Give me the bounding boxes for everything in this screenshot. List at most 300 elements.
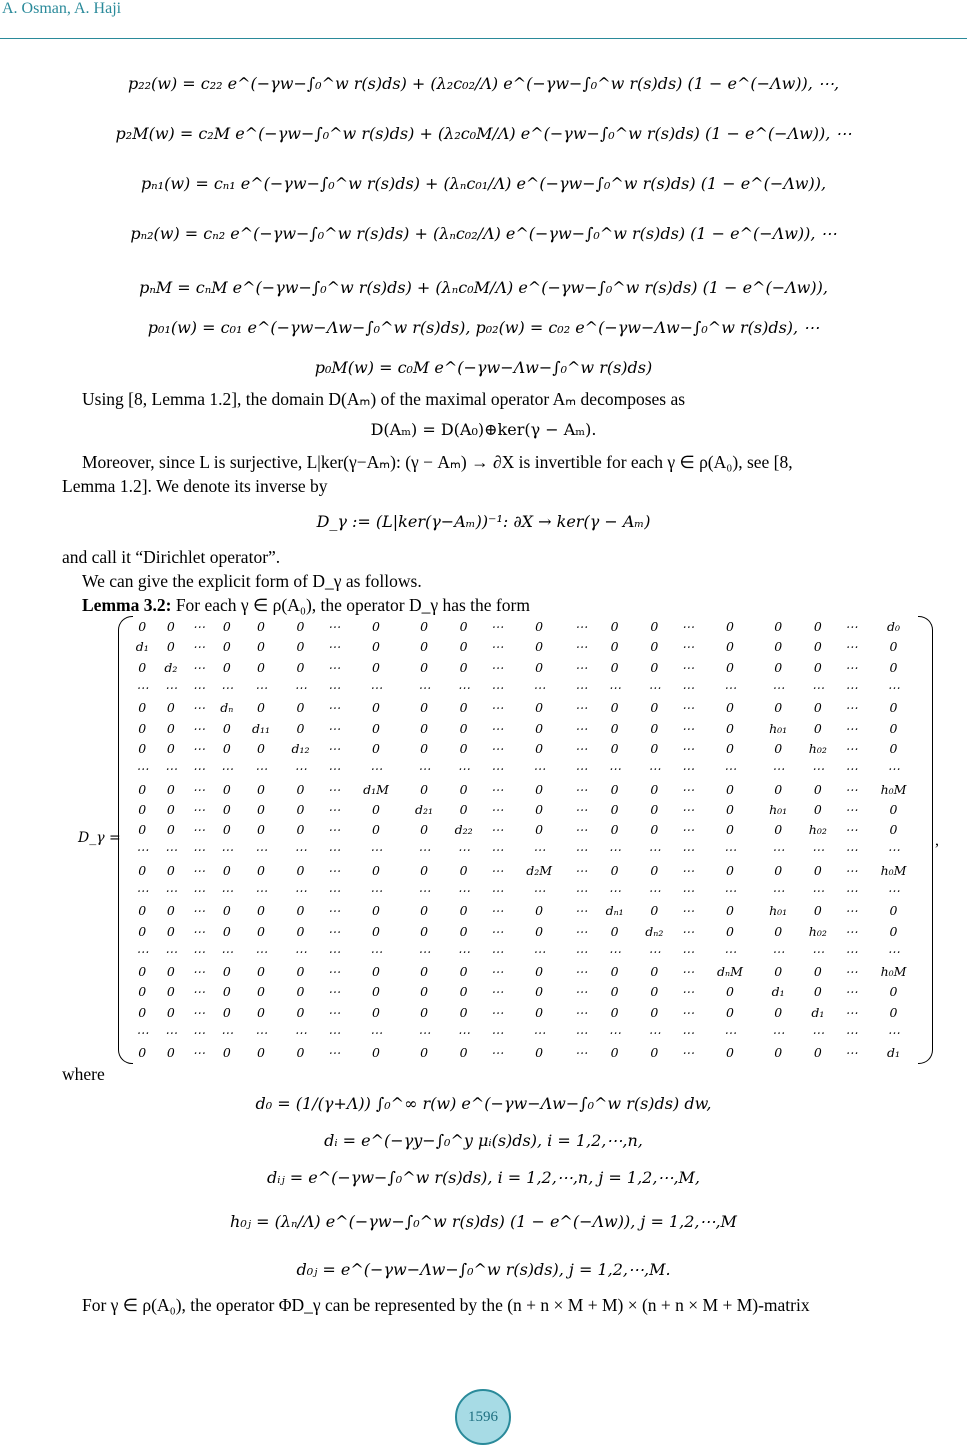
matrix-cell: 0: [535, 720, 544, 736]
matrix-cell: ⋯: [254, 883, 268, 898]
matrix-cell: ⋯: [532, 680, 546, 696]
matrix-cell: 0: [889, 1004, 898, 1020]
matrix-cell: ⋯: [192, 659, 206, 675]
matrix-cell: 0: [889, 720, 898, 736]
matrix-cell: 0: [256, 801, 265, 817]
matrix-cell: 0: [222, 720, 231, 736]
matrix-cell: ⋯: [845, 1025, 858, 1041]
matrix-cell: 0: [535, 619, 544, 635]
matrix-cell: 0: [138, 1004, 147, 1020]
matrix-cell: 0: [725, 1045, 734, 1061]
matrix-cell: 0: [420, 740, 429, 756]
matrix-cell: 0: [222, 923, 231, 939]
matrix-cell: 0: [535, 639, 544, 655]
matrix-cell: 0: [535, 984, 544, 1000]
matrix-cell: ⋯: [845, 761, 858, 777]
matrix-cell: 0: [420, 1045, 429, 1061]
matrix-cell: 0: [138, 781, 147, 797]
matrix-label: D_γ =: [78, 830, 121, 846]
matrix-cell: 0: [372, 639, 380, 655]
matrix-cell: 0: [256, 740, 265, 756]
matrix-cell: 0: [610, 700, 619, 716]
matrix-row: [128, 800, 922, 820]
matrix-cell: h₀₂: [808, 923, 827, 939]
matrix-cell: 0: [774, 781, 783, 797]
matrix-cell: ⋯: [220, 943, 234, 959]
matrix-cell: 0: [535, 740, 544, 756]
matrix-cell: ⋯: [457, 943, 470, 959]
matrix-cell: 0: [774, 1004, 783, 1020]
matrix-cell: 0: [650, 700, 659, 716]
matrix-cell: 0: [610, 801, 619, 817]
matrix-cell: d₁₂: [291, 740, 310, 756]
matrix-cell: ⋯: [490, 1045, 504, 1061]
matrix-cell: 0: [222, 1004, 231, 1020]
matrix-cell: 0: [725, 903, 734, 919]
matrix-cell: ⋯: [771, 680, 785, 696]
matrix-cell: ⋯: [192, 700, 206, 716]
matrix-cell: 0: [650, 659, 659, 675]
matrix-cell: 0: [459, 862, 468, 878]
matrix-cell: 0: [372, 1045, 380, 1061]
matrix-cell: ⋯: [608, 883, 621, 898]
matrix-cell: ⋯: [164, 761, 178, 777]
matrix-cell: 0: [813, 903, 822, 919]
matrix-cell: ⋯: [681, 761, 695, 777]
matrix-cell: ⋯: [327, 680, 341, 696]
matrix-cell: 0: [535, 964, 544, 980]
matrix-cell: ⋯: [369, 842, 383, 858]
matrix-cell: ⋯: [490, 801, 504, 817]
matrix-cell: 0: [296, 923, 305, 939]
matrix-cell: ⋯: [490, 862, 504, 878]
matrix-cell: 0: [372, 862, 380, 878]
matrix-cell: ⋯: [294, 1025, 307, 1041]
matrix-cell: d₁M: [363, 781, 389, 797]
matrix-cell: ⋯: [192, 923, 206, 939]
matrix-cell: 0: [372, 822, 380, 838]
matrix-cell: ⋯: [648, 680, 661, 696]
matrix-cell: ⋯: [532, 883, 546, 898]
matrix-cell: 0: [296, 700, 305, 716]
matrix-cell: 0: [650, 639, 659, 655]
matrix-cell: 0: [459, 700, 468, 716]
matrix-cell: 0: [459, 619, 468, 635]
matrix-cell: 0: [296, 903, 305, 919]
matrix-cell: 0: [222, 619, 231, 635]
matrix-row: [128, 881, 922, 901]
equation-pn1: pₙ₁(w) = cₙ₁ e^(−γw−∫₀^w r(s)ds) + (λₙc₀₁/Λ) e^(−γw−∫₀^w r(s)ds) (1 − e^(−Λw)),: [140, 174, 827, 193]
matrix-cell: 0: [610, 639, 619, 655]
matrix-cell: 0: [813, 619, 822, 635]
matrix-cell: ⋯: [490, 964, 504, 980]
matrix-cell: 0: [420, 923, 429, 939]
matrix-cell: 0: [459, 801, 468, 817]
matrix-cell: 0: [166, 1045, 175, 1061]
matrix-cell: ⋯: [648, 761, 661, 777]
matrix-cell: ⋯: [254, 680, 268, 696]
matrix-cell: ⋯: [532, 761, 546, 777]
matrix-cell: ⋯: [294, 943, 307, 959]
matrix-cell: 0: [372, 984, 380, 1000]
matrix-cell: ⋯: [369, 1025, 383, 1041]
header-author: A. Osman, A. Haji: [2, 0, 122, 17]
matrix-cell: ⋯: [681, 659, 695, 675]
matrix-cell: 0: [650, 984, 659, 1000]
matrix-cell: ⋯: [327, 740, 341, 756]
matrix-cell: 0: [166, 781, 175, 797]
matrix-cell: ⋯: [417, 1025, 431, 1041]
matrix-cell: 0: [610, 1004, 619, 1020]
matrix-cell: ⋯: [490, 659, 504, 675]
matrix-cell: ⋯: [136, 1025, 149, 1041]
matrix-cell: ⋯: [771, 1025, 785, 1041]
matrix-cell: ⋯: [681, 1045, 695, 1061]
matrix-cell: 0: [256, 619, 265, 635]
page-header: [0, 0, 967, 39]
matrix-cell: ⋯: [574, 1025, 588, 1041]
matrix-cell: 0: [296, 1045, 305, 1061]
matrix-cell: ⋯: [574, 781, 588, 797]
matrix-cell: 0: [256, 639, 265, 655]
matrix-cell: 0: [420, 822, 429, 838]
matrix-cell: ⋯: [608, 1025, 621, 1041]
matrix-cell: h₀₁: [769, 720, 788, 736]
matrix-cell: ⋯: [648, 1025, 661, 1041]
matrix-cell: ⋯: [327, 964, 341, 980]
matrix-cell: 0: [725, 822, 734, 838]
matrix-cell: d₂₂: [454, 822, 473, 838]
matrix-cell: 0: [813, 720, 822, 736]
equation-p22: p₂₂(w) = c₂₂ e^(−γw−∫₀^w r(s)ds) + (λ₂c₀₂/Λ) e^(−γw−∫₀^w r(s)ds) (1 − e^(−Λw)), ⋯,: [127, 74, 840, 93]
matrix-cell: ⋯: [811, 883, 825, 898]
matrix-cell: h₀M: [880, 862, 907, 878]
paragraph-surjective-line2: Lemma 1.2]. We denote its inverse by: [62, 476, 328, 496]
matrix-cell: 0: [813, 1045, 822, 1061]
matrix-cell: ⋯: [574, 1004, 588, 1020]
matrix-cell: ⋯: [574, 923, 588, 939]
matrix-cell: ⋯: [490, 984, 504, 1000]
matrix-cell: 0: [256, 903, 265, 919]
matrix-cell: 0: [296, 1004, 305, 1020]
matrix-cell: 0: [774, 619, 783, 635]
matrix-cell: 0: [535, 700, 544, 716]
matrix-cell: 0: [459, 1004, 468, 1020]
matrix-cell: ⋯: [845, 862, 858, 878]
matrix-cell: ⋯: [220, 680, 234, 696]
matrix-cell: 0: [774, 659, 783, 675]
matrix-cell: ⋯: [192, 781, 206, 797]
matrix-cell: 0: [166, 740, 175, 756]
matrix-cell: ⋯: [457, 842, 470, 858]
matrix-cell: 0: [222, 964, 231, 980]
matrix-cell: 0: [725, 740, 734, 756]
matrix-cell: 0: [296, 862, 305, 878]
matrix-cell: 0: [420, 984, 429, 1000]
matrix-row: [128, 779, 922, 799]
matrix-cell: 0: [725, 862, 734, 878]
matrix-cell: 0: [222, 801, 231, 817]
matrix-cell: ⋯: [254, 761, 268, 777]
matrix-cell: 0: [420, 781, 429, 797]
matrix-cell: ⋯: [192, 1004, 206, 1020]
matrix-cell: 0: [889, 740, 898, 756]
matrix-cell: 0: [774, 1045, 783, 1061]
matrix-cell: ⋯: [327, 984, 341, 1000]
matrix-cell: 0: [256, 862, 265, 878]
matrix-cell: ⋯: [574, 680, 588, 696]
matrix-cell: ⋯: [490, 923, 504, 939]
matrix-cell: ⋯: [327, 639, 341, 655]
matrix-cell: ⋯: [192, 639, 206, 655]
matrix-cell: ⋯: [887, 883, 900, 898]
matrix-cell: ⋯: [608, 943, 621, 959]
matrix-cell: ⋯: [574, 659, 588, 675]
matrix-cell: 0: [889, 984, 898, 1000]
matrix-cell: 0: [222, 740, 231, 756]
matrix-cell: ⋯: [681, 801, 695, 817]
matrix-cell: ⋯: [490, 761, 504, 777]
matrix-cell: ⋯: [532, 842, 546, 858]
matrix-cell: ⋯: [845, 659, 858, 675]
matrix-cell: ⋯: [327, 1025, 341, 1041]
matrix-cell: d₁: [887, 1045, 901, 1061]
matrix-cell: ⋯: [327, 781, 341, 797]
matrix-cell: ⋯: [327, 903, 341, 919]
matrix-cell: ⋯: [845, 700, 858, 716]
matrix-cell: ⋯: [887, 761, 900, 777]
matrix-cell: ⋯: [845, 822, 858, 838]
matrix-cell: d₁: [811, 1004, 825, 1020]
matrix-cell: 0: [813, 964, 822, 980]
matrix-cell: 0: [138, 720, 147, 736]
matrix-row: [128, 1043, 922, 1063]
matrix-cell: ⋯: [532, 943, 546, 959]
matrix-cell: 0: [813, 801, 822, 817]
matrix-cell: ⋯: [164, 680, 178, 696]
matrix-cell: ⋯: [845, 1004, 858, 1020]
matrix-cell: ⋯: [811, 1025, 825, 1041]
matrix-cell: 0: [166, 822, 175, 838]
matrix-cell: 0: [166, 862, 175, 878]
matrix-cell: ⋯: [681, 964, 695, 980]
paragraph-dirichlet-name: and call it “Dirichlet operator”.: [62, 547, 281, 567]
matrix-cell: 0: [166, 923, 175, 939]
matrix-cell: 0: [138, 740, 147, 756]
matrix-cell: ⋯: [648, 883, 661, 898]
matrix-cell: ⋯: [490, 903, 504, 919]
matrix-cell: 0: [650, 822, 659, 838]
matrix-cell: ⋯: [681, 842, 695, 858]
equation-p01-p02: p₀₁(w) = c₀₁ e^(−γw−Λw−∫₀^w r(s)ds), p₀₂(w) = c₀₂ e^(−γw−Λw−∫₀^w r(s)ds), ⋯: [147, 318, 820, 337]
matrix-row: [128, 637, 922, 657]
matrix-cell: 0: [459, 720, 468, 736]
matrix-cell: ⋯: [192, 680, 206, 696]
matrix-cell: 0: [420, 903, 429, 919]
matrix-cell: 0: [166, 964, 175, 980]
matrix-cell: ⋯: [681, 903, 695, 919]
matrix-cell: ⋯: [723, 842, 737, 858]
matrix-cell: ⋯: [192, 842, 206, 858]
matrix-cell: ⋯: [811, 842, 825, 858]
matrix-cell: 0: [420, 659, 429, 675]
matrix-cell: 0: [420, 964, 429, 980]
matrix-cell: 0: [774, 822, 783, 838]
matrix-cell: ⋯: [327, 1045, 341, 1061]
matrix-cell: ⋯: [681, 720, 695, 736]
matrix-cell: ⋯: [681, 1025, 695, 1041]
matrix-cell: ⋯: [574, 822, 588, 838]
definition-h0j: h₀ⱼ = (λₙ/Λ) e^(−γw−∫₀^w r(s)ds) (1 − e^(−Λw)), j = 1,2,⋯,M: [230, 1212, 737, 1231]
matrix-cell: ⋯: [681, 639, 695, 655]
matrix-cell: 0: [650, 801, 659, 817]
matrix-cell: 0: [138, 903, 147, 919]
matrix-cell: ⋯: [574, 619, 588, 635]
matrix-cell: 0: [725, 781, 734, 797]
matrix-cell: ⋯: [136, 943, 149, 959]
matrix-cell: 0: [138, 923, 147, 939]
matrix-cell: ⋯: [192, 740, 206, 756]
matrix-cell: ⋯: [220, 761, 234, 777]
matrix-cell: ⋯: [845, 680, 858, 696]
matrix-cell: 0: [256, 1004, 265, 1020]
matrix-cell: ⋯: [681, 619, 695, 635]
matrix-cell: h₀₁: [769, 801, 788, 817]
matrix-cell: 0: [650, 1045, 659, 1061]
matrix-cell: 0: [166, 639, 175, 655]
matrix-cell: 0: [222, 1045, 231, 1061]
matrix-cell: 0: [296, 639, 305, 655]
matrix-cell: ⋯: [771, 883, 785, 898]
lemma-text: For each γ ∈ ρ(A₀), the operator D_γ has the form: [175, 595, 530, 615]
matrix-cell: ⋯: [327, 619, 341, 635]
matrix-cell: 0: [774, 923, 783, 939]
matrix-cell: ⋯: [723, 1025, 737, 1041]
matrix-cell: 0: [725, 984, 734, 1000]
matrix-cell: 0: [372, 740, 380, 756]
matrix-cell: ⋯: [490, 1004, 504, 1020]
matrix-cell: ⋯: [327, 923, 341, 939]
matrix-cell: ⋯: [681, 923, 695, 939]
matrix-cell: 0: [725, 700, 734, 716]
matrix-cell: 0: [372, 720, 380, 736]
matrix-cell: ⋯: [681, 862, 695, 878]
matrix-cell: 0: [459, 659, 468, 675]
matrix-cell: 0: [256, 984, 265, 1000]
matrix-cell: ⋯: [490, 1025, 504, 1041]
matrix-cell: 0: [256, 822, 265, 838]
matrix-cell: ⋯: [220, 883, 234, 898]
matrix-cell: 0: [138, 659, 147, 675]
matrix-cell: ⋯: [220, 1025, 234, 1041]
matrix-cell: 0: [138, 862, 147, 878]
matrix-cell: ⋯: [417, 943, 431, 959]
matrix-cell: d₁₁: [251, 720, 270, 736]
matrix-cell: ⋯: [490, 883, 504, 898]
matrix-cell: 0: [420, 720, 429, 736]
matrix-cell: 0: [372, 659, 380, 675]
matrix-cell: ⋯: [681, 822, 695, 838]
matrix-cell: ⋯: [811, 680, 825, 696]
matrix-cell: 0: [535, 781, 544, 797]
matrix-cell: ⋯: [608, 842, 621, 858]
matrix-cell: ⋯: [136, 680, 149, 696]
matrix-cell: 0: [166, 619, 175, 635]
matrix-cell: ⋯: [327, 862, 341, 878]
matrix-cell: ⋯: [327, 842, 341, 858]
matrix-row: [128, 698, 922, 718]
matrix-cell: ⋯: [192, 822, 206, 838]
matrix-cell: 0: [725, 619, 734, 635]
matrix-cell: 0: [725, 659, 734, 675]
matrix-cell: 0: [420, 862, 429, 878]
matrix-cell: ⋯: [574, 984, 588, 1000]
matrix-cell: 0: [813, 862, 822, 878]
matrix-cell: ⋯: [887, 842, 900, 858]
matrix-cell: ⋯: [192, 1045, 206, 1061]
matrix-cell: ⋯: [294, 842, 307, 858]
matrix-cell: dₙ₁: [605, 903, 624, 919]
matrix-cell: ⋯: [327, 700, 341, 716]
matrix-cell: 0: [138, 822, 147, 838]
matrix-cell: ⋯: [136, 883, 149, 898]
matrix-cell: 0: [166, 1004, 175, 1020]
matrix-cell: ⋯: [164, 1025, 178, 1041]
matrix-cell: 0: [610, 659, 619, 675]
matrix-comma: ,: [935, 832, 939, 849]
equation-p0M: p₀M(w) = c₀M e^(−γw−Λw−∫₀^w r(s)ds): [314, 358, 653, 377]
matrix-cell: ⋯: [845, 720, 858, 736]
matrix-cell: ⋯: [648, 943, 661, 959]
matrix-cell: 0: [610, 740, 619, 756]
matrix-cell: ⋯: [164, 883, 178, 898]
matrix-cell: d₂: [164, 659, 178, 675]
matrix-cell: 0: [610, 923, 619, 939]
matrix-cell: 0: [774, 964, 783, 980]
matrix-cell: ⋯: [457, 680, 470, 696]
equation-dirichlet: D_γ := (L|ker(γ−Aₘ))⁻¹: ∂X → ker(γ − Aₘ): [316, 512, 651, 531]
dirichlet-matrix: [128, 617, 922, 1064]
matrix-cell: ⋯: [574, 903, 588, 919]
matrix-cell: ⋯: [490, 639, 504, 655]
matrix-cell: 0: [650, 862, 659, 878]
equation-pnM: pₙM = cₙM e^(−γw−∫₀^w r(s)ds) + (λₙc₀M/Λ) e^(−γw−∫₀^w r(s)ds) (1 − e^(−Λw)),: [139, 278, 828, 297]
matrix-cell: 0: [256, 781, 265, 797]
matrix-row: [128, 739, 922, 759]
matrix-cell: 0: [372, 903, 380, 919]
matrix-row: [128, 982, 922, 1002]
matrix-cell: 0: [256, 964, 265, 980]
matrix-cell: 0: [650, 964, 659, 980]
matrix-cell: 0: [813, 984, 822, 1000]
matrix-cell: 0: [166, 984, 175, 1000]
equation-p2M: p₂M(w) = c₂M e^(−γw−∫₀^w r(s)ds) + (λ₂c₀M/Λ) e^(−γw−∫₀^w r(s)ds) (1 − e^(−Λw)), ⋯: [115, 124, 852, 143]
definition-d0j: d₀ⱼ = e^(−γw−Λw−∫₀^w r(s)ds), j = 1,2,⋯,M.: [296, 1260, 671, 1279]
matrix-cell: d₁: [135, 639, 149, 655]
matrix-cell: ⋯: [574, 842, 588, 858]
matrix-row: [128, 820, 922, 840]
matrix-cell: 0: [138, 1045, 147, 1061]
matrix-cell: ⋯: [845, 842, 858, 858]
matrix-cell: ⋯: [417, 883, 431, 898]
matrix-cell: ⋯: [254, 842, 268, 858]
matrix-cell: 0: [420, 619, 429, 635]
matrix-cell: ⋯: [887, 943, 900, 959]
matrix-cell: 0: [420, 700, 429, 716]
matrix-cell: ⋯: [327, 659, 341, 675]
matrix-cell: 0: [610, 964, 619, 980]
matrix-cell: ⋯: [887, 680, 900, 696]
